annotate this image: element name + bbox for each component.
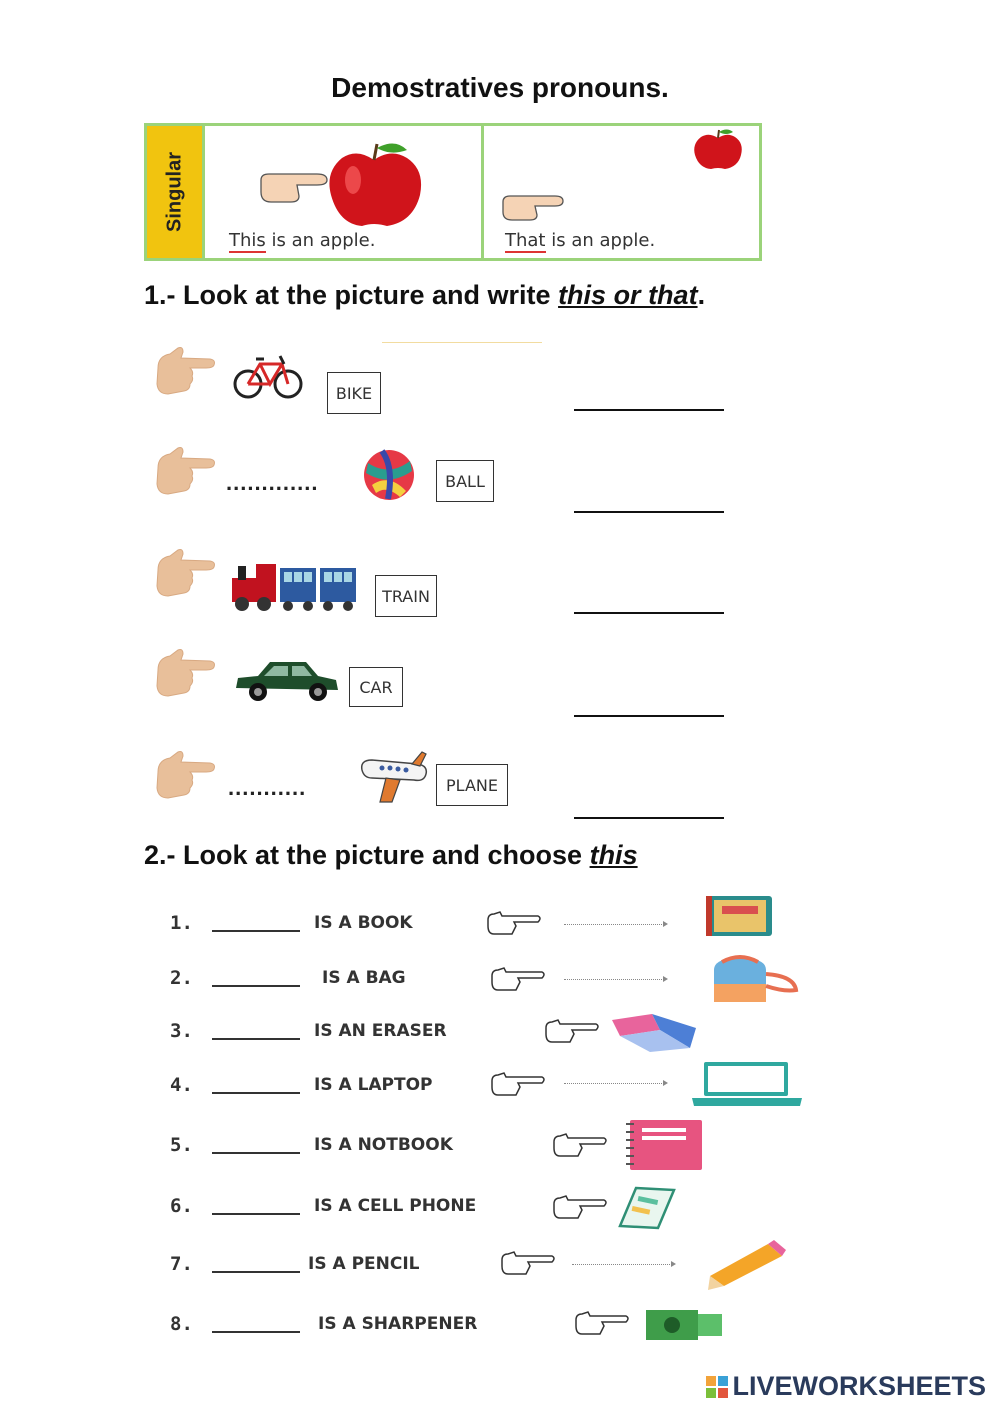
word-box-bike: BIKE — [327, 372, 381, 414]
backpack-icon — [704, 954, 800, 1008]
list-item: 2. IS A BAG — [170, 967, 406, 989]
eraser-icon — [606, 1010, 704, 1054]
answer-blank[interactable] — [212, 1136, 300, 1154]
section-2-emphasis: this — [589, 840, 638, 870]
dotted-gap: ............. — [226, 470, 319, 495]
answer-blank[interactable] — [212, 1197, 300, 1215]
liveworksheets-logo-icon — [706, 1376, 728, 1398]
word-box-ball: BALL — [436, 460, 494, 502]
list-item: 3. IS AN ERASER — [170, 1020, 447, 1042]
book-icon — [700, 892, 776, 940]
footer-brand — [706, 1371, 986, 1402]
answer-line-1[interactable] — [574, 409, 724, 411]
pointing-hand-far-icon — [499, 190, 569, 224]
singular-label: Singular — [163, 151, 185, 233]
pointing-hand-icon — [150, 648, 218, 702]
outline-hand-icon — [552, 1194, 610, 1222]
outline-hand-icon — [574, 1310, 632, 1338]
outline-hand-icon — [486, 910, 544, 938]
pointing-hand-icon — [150, 548, 218, 602]
singular-label-strip — [147, 126, 205, 258]
banner-divider — [481, 126, 484, 258]
answer-line-3[interactable] — [574, 612, 724, 614]
brand-text: LIVEWORKSHEETS — [732, 1371, 986, 1401]
outline-hand-icon — [552, 1132, 610, 1160]
train-icon — [228, 556, 360, 614]
section-1-emphasis: this or that — [558, 280, 698, 310]
bicycle-icon — [232, 350, 304, 402]
pointing-hand-icon — [150, 346, 218, 400]
word-box-train: TRAIN — [375, 575, 437, 617]
list-item: 8. IS A SHARPENER — [170, 1313, 478, 1335]
faint-divider — [382, 342, 542, 343]
answer-line-5[interactable] — [574, 817, 724, 819]
list-item: 5. IS A NOTBOOK — [170, 1134, 453, 1156]
section-1-heading: 1.- Look at the picture and write this or that. — [144, 280, 706, 310]
pointing-hand-icon — [150, 446, 218, 500]
answer-blank[interactable] — [212, 1022, 300, 1040]
answer-blank[interactable] — [212, 969, 300, 987]
outline-hand-icon — [490, 1071, 548, 1099]
car-icon — [232, 656, 342, 704]
sharpener-icon — [640, 1304, 726, 1344]
dotted-arrow — [572, 1264, 672, 1265]
dotted-gap: ........... — [228, 775, 307, 800]
answer-blank[interactable] — [212, 1255, 300, 1273]
answer-blank[interactable] — [212, 1315, 300, 1333]
cell-phone-icon — [616, 1186, 678, 1230]
word-box-plane: PLANE — [436, 764, 508, 806]
apple-small-icon — [689, 128, 747, 170]
list-item: 1. IS A BOOK — [170, 912, 413, 934]
list-item: 4. IS A LAPTOP — [170, 1074, 433, 1096]
answer-line-4[interactable] — [574, 715, 724, 717]
plane-icon — [356, 750, 430, 808]
dotted-arrow — [564, 979, 664, 980]
that-caption: That is an apple. — [505, 230, 656, 251]
answer-line-2[interactable] — [574, 511, 724, 513]
answer-blank[interactable] — [212, 914, 300, 932]
notebook-icon — [622, 1118, 704, 1172]
outline-hand-icon — [544, 1018, 602, 1046]
apple-big-icon — [317, 140, 432, 230]
answer-blank[interactable] — [212, 1076, 300, 1094]
laptop-icon — [690, 1060, 806, 1108]
pencil-icon — [706, 1240, 786, 1292]
dotted-arrow — [564, 1083, 664, 1084]
page-title: Demostratives pronouns. — [331, 72, 669, 103]
list-item: 6. IS A CELL PHONE — [170, 1195, 477, 1217]
section-2-heading: 2.- Look at the picture and choose this — [144, 840, 638, 870]
pointing-hand-icon — [150, 750, 218, 804]
example-banner — [144, 123, 762, 261]
word-box-car: CAR — [349, 667, 403, 707]
list-item: 7. IS A PENCIL — [170, 1253, 420, 1275]
ball-icon — [362, 447, 416, 503]
dotted-arrow — [564, 924, 664, 925]
outline-hand-icon — [500, 1250, 558, 1278]
this-caption: This is an apple. — [229, 230, 376, 251]
outline-hand-icon — [490, 966, 548, 994]
